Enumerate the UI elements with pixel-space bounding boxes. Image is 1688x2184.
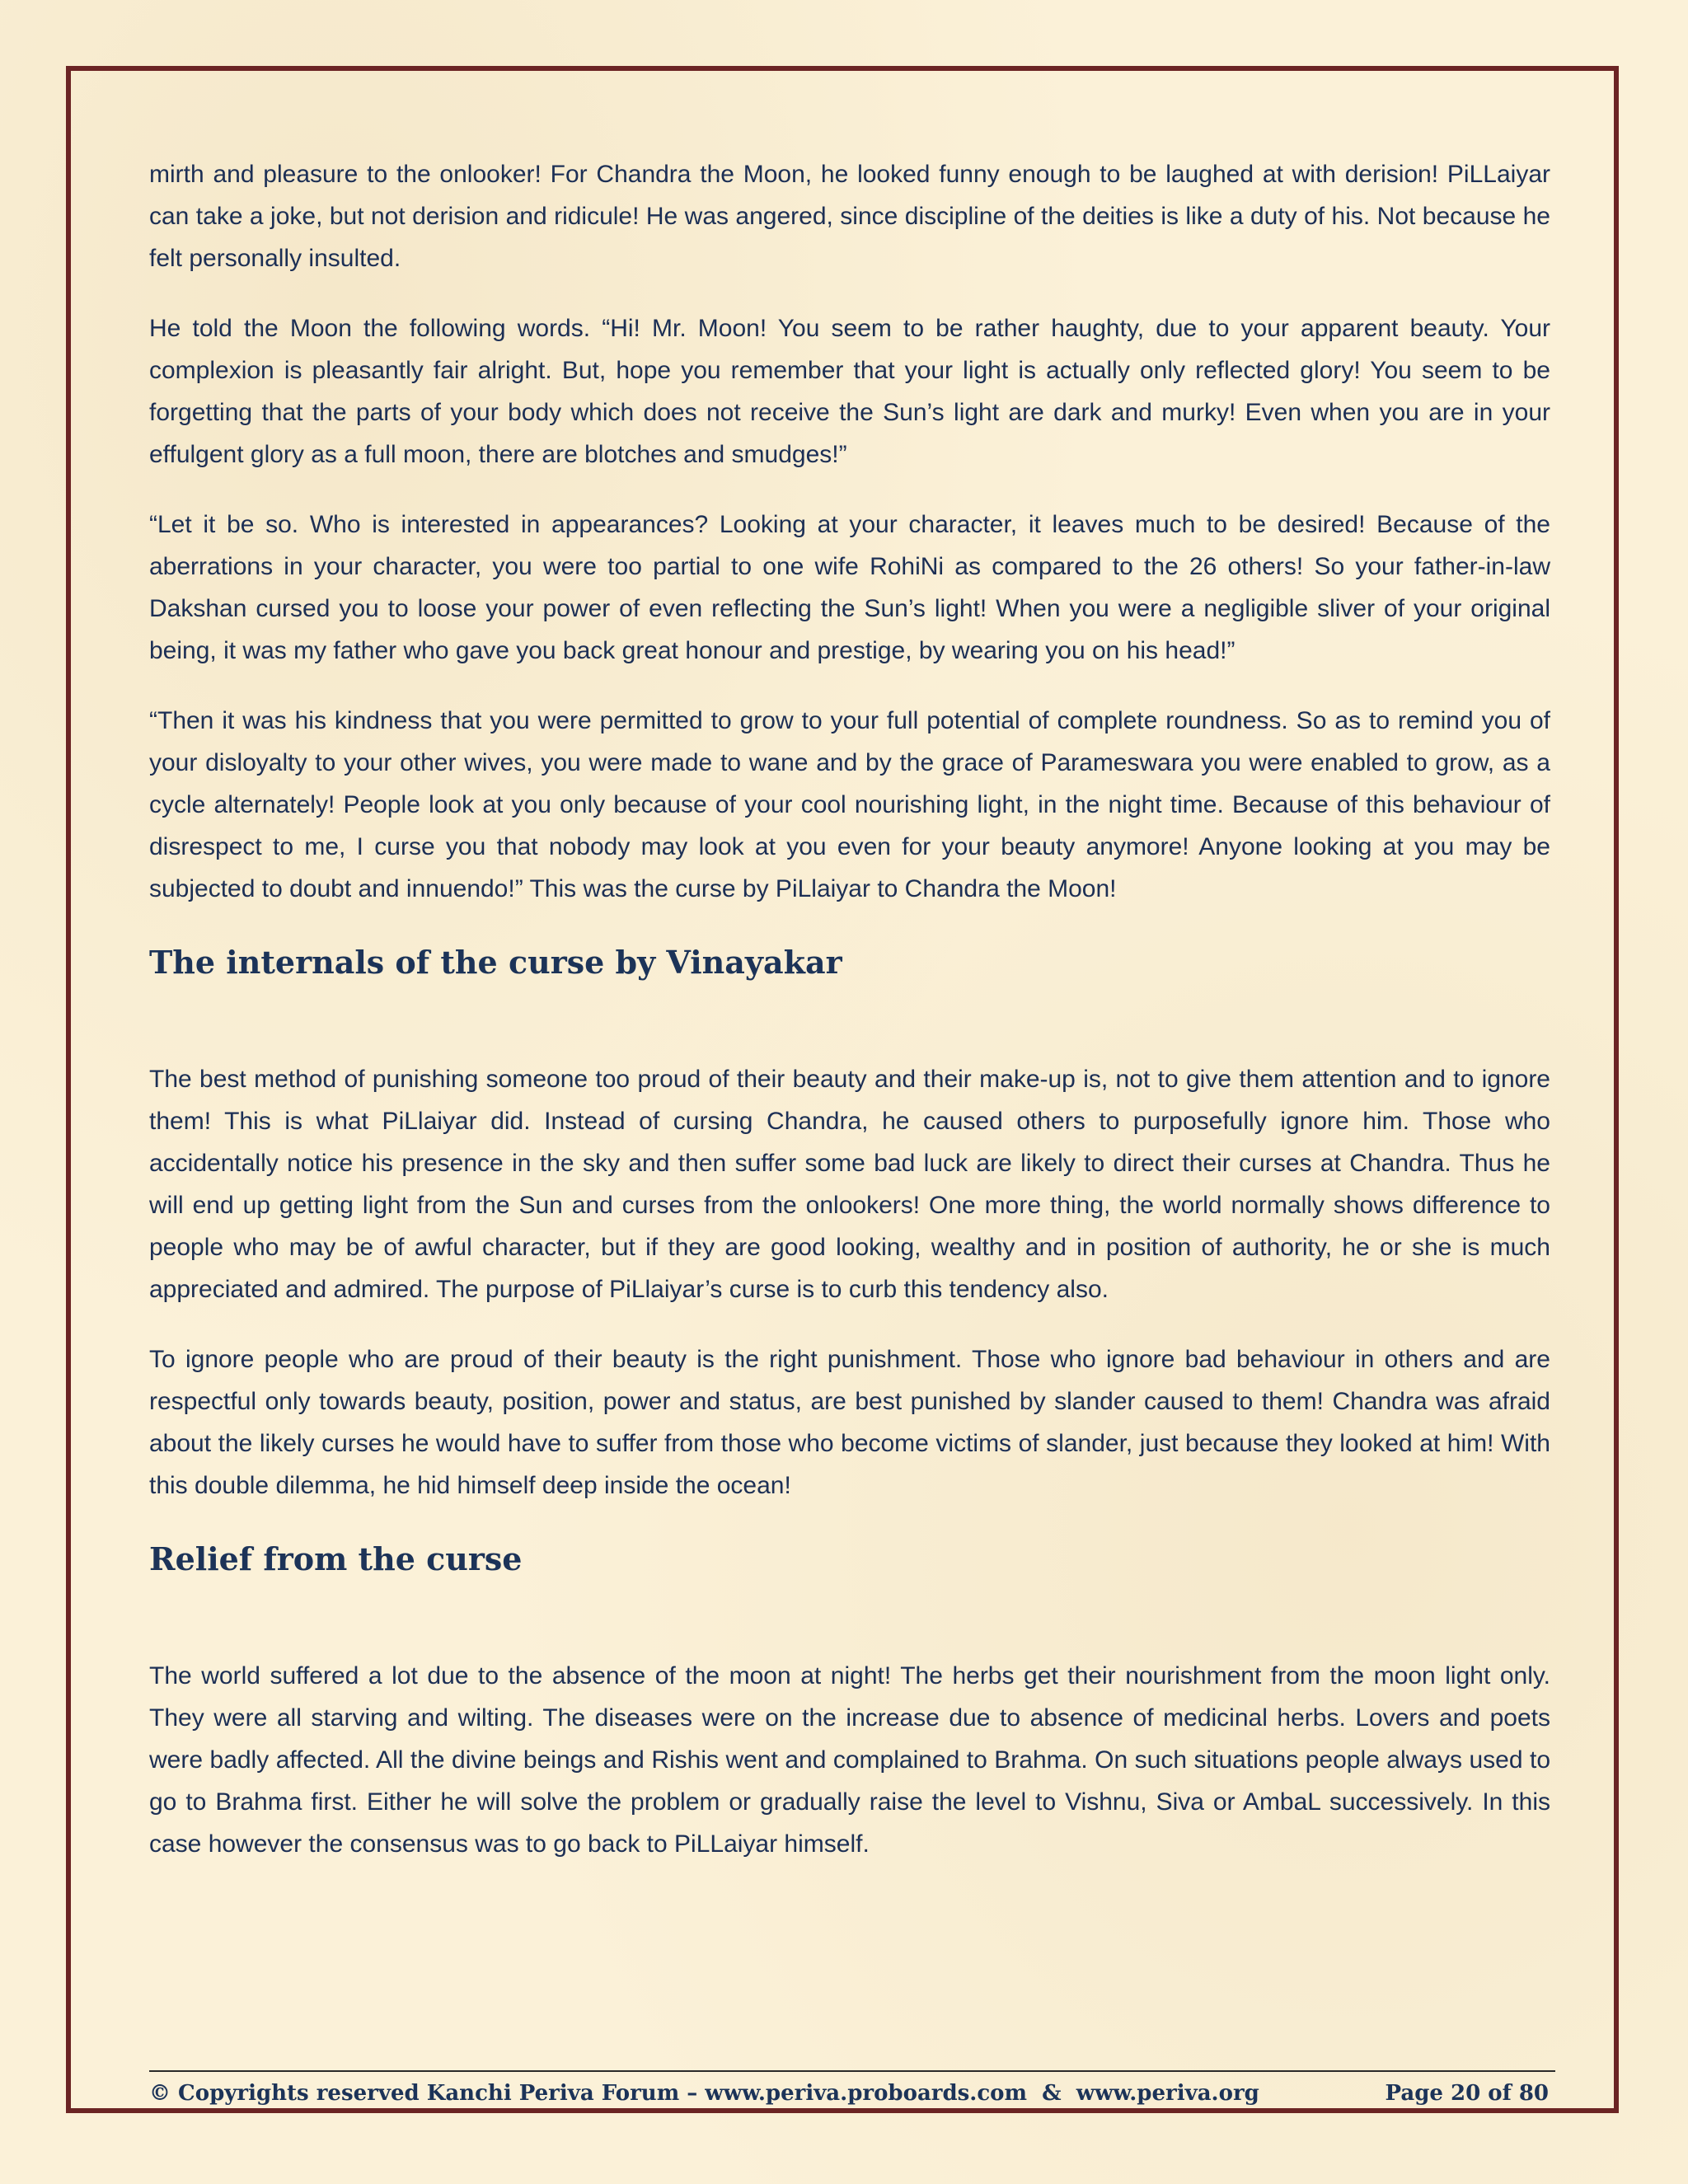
- paragraph: To ignore people who are proud of their beauty is the right punishment. Those who ignore bad behaviour in others and are respectful only towards beauty, position, power and status, are best punished by slander caused to them! Chandra was afraid about the likely curses he would have to suffer from those who become victims of slander, just because they looked at him! With this double dilemma, he hid himself deep inside the ocean!: [149, 1346, 1550, 1499]
- footer-divider: [149, 2070, 1555, 2072]
- paragraph: mirth and pleasure to the onlooker! For Chandra the Moon, he looked funny enough to be laughed at with derision! PiLLaiyar can take a joke, but not derision and ridicule! He was angered, since discipline of the deities is like a duty of his. Not because he felt personally insulted.: [149, 161, 1550, 272]
- paragraph: The best method of punishing someone too proud of their beauty and their make-up is, not to give them attention and to ignore them! This is what PiLlaiyar did. Instead of cursing Chandra, he caused others to purposefully ignore him. Those who accidentally notice his presence in the sky and then suffer some bad luck are likely to direct their curses at Chandra. Thus he will end up getting light from the Sun and curses from the onlookers! One more thing, the world normally shows difference to people who may be of awful character, but if they are good looking, wealthy and in position of authority, he or she is much appreciated and admired. The purpose of PiLlaiyar’s curse is to curb this tendency also.: [149, 1066, 1550, 1303]
- footer-copyright: © Copyrights reserved Kanchi Periva Forum – www.periva.proboards.com & www.periva.org: [149, 2081, 1259, 2106]
- section-heading: Relief from the curse: [149, 1540, 523, 1577]
- heading-spacer: [149, 1584, 1550, 1655]
- page-content: [149, 153, 1550, 1893]
- page-number: Page 20 of 80: [1385, 2081, 1549, 2106]
- paragraph: “Then it was his kindness that you were permitted to grow to your full potential of complete roundness. So as to remind you of your disloyalty to your other wives, you were made to wane and by the grace of Parameswara you were enabled to grow, as a cycle alternately! People look at you only because of your cool nourishing light, in the night time. Because of this behaviour of disrespect to me, I curse you that nobody may look at you even for your beauty anymore! Anyone looking at you may be subjected to doubt and innuendo!” This was the curse by PiLlaiyar to Chandra the Moon!: [149, 707, 1550, 902]
- paragraph: The world suffered a lot due to the absence of the moon at night! The herbs get their nourishment from the moon light only. They were all starving and wilting. The diseases were on the increase due to absence of medicinal herbs. Lovers and poets were badly affected. All the divine beings and Rishis went and complained to Brahma. On such situations people always used to go to Brahma first. Either he will solve the problem or gradually raise the level to Vishnu, Siva or AmbaL successively. In this case however the consensus was to go back to PiLLaiyar himself.: [149, 1662, 1550, 1858]
- section-heading: The internals of the curse by Vinayakar: [149, 944, 842, 981]
- paragraph: “Let it be so. Who is interested in appearances? Looking at your character, it leaves much to be desired! Because of the aberrations in your character, you were too partial to one wife RohiNi as compared to the 26 others! So your father-in-law Dakshan cursed you to loose your power of even reflecting the Sun’s light! When you were a negligible sliver of your original being, it was my father who gave you back great honour and prestige, by wearing you on his head!”: [149, 511, 1550, 664]
- paragraph: He told the Moon the following words. “Hi! Mr. Moon! You seem to be rather haughty, due to your apparent beauty. Your complexion is pleasantly fair alright. But, hope you remember that your light is actually only reflected glory! You seem to be forgetting that the parts of your body which does not receive the Sun’s light are dark and murky! Even when you are in your effulgent glory as a full moon, there are blotches and smudges!”: [149, 315, 1550, 468]
- page-footer: [149, 2077, 1555, 2110]
- heading-spacer: [149, 987, 1550, 1058]
